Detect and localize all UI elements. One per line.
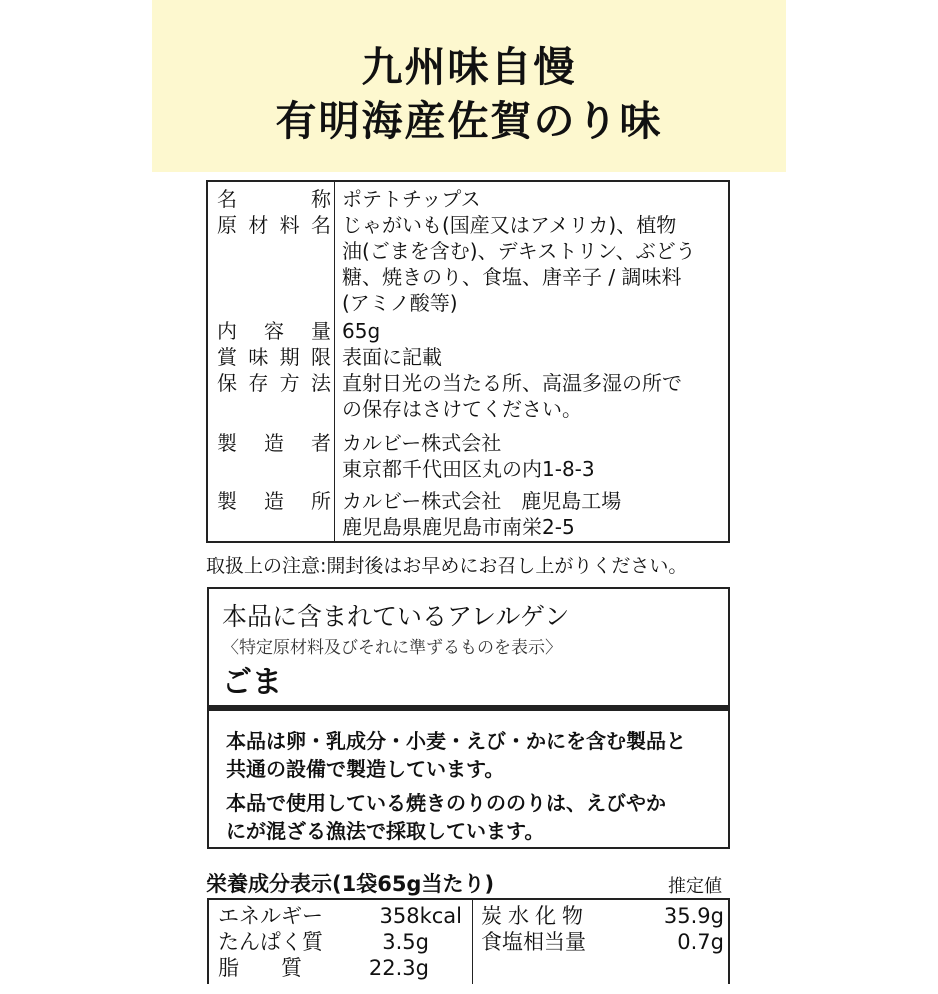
- label-best-before-value: 表面に記載: [342, 345, 442, 369]
- label-storage-heading: 保存方法: [217, 371, 331, 395]
- nutrient-value: 22.3g: [368, 956, 429, 980]
- allergen-title: 本品に含まれているアレルゲン: [222, 602, 570, 631]
- label-factory-line: 鹿児島県鹿児島市南栄2-5: [342, 515, 575, 539]
- label-factory-line: カルビー株式会社 鹿児島工場: [342, 489, 622, 513]
- label-column-divider: [334, 182, 335, 541]
- notice-line: 本品は卵・乳成分・小麦・えび・かにを含む製品と: [226, 729, 686, 753]
- label-content-heading: 内容量: [217, 319, 331, 343]
- product-title-line-2: 有明海産佐賀のり味: [275, 97, 663, 145]
- label-storage-line: 直射日光の当たる所、高温多湿の所で: [342, 371, 682, 395]
- label-storage-line: の保存はさけてください。: [342, 397, 582, 421]
- nutrient-name: たんぱく質: [218, 930, 323, 954]
- nutrient-name: 炭水化物: [481, 904, 589, 928]
- label-name-value: ポテトチップス: [342, 187, 481, 211]
- nutrient-value: 358kcal: [379, 904, 462, 928]
- notice-line: にが混ざる漁法で採取しています。: [226, 819, 545, 843]
- allergen-box: [207, 587, 730, 707]
- label-content-value: 65g: [342, 319, 381, 343]
- notice-line: 本品で使用している焼きのりののりは、えびやか: [226, 791, 666, 815]
- label-manufacturer-line: カルビー株式会社: [342, 431, 502, 455]
- label-ingredients-line: 糖、焼きのり、食塩、唐辛子 / 調味料: [342, 265, 682, 289]
- allergen-item: ごま: [222, 665, 282, 700]
- label-ingredients-heading: 原材料名: [217, 213, 331, 237]
- nutrient-value: 3.5g: [382, 930, 429, 954]
- nutrition-title: 栄養成分表示(1袋65g当たり): [206, 872, 495, 896]
- nutrient-name: エネルギー: [218, 904, 323, 928]
- label-name-heading: 名 称: [217, 187, 331, 211]
- nutrient-name: 食塩相当量: [481, 930, 586, 954]
- product-label-table: [206, 180, 730, 543]
- nutrition-column-divider: [472, 900, 473, 984]
- nutrient-value: 35.9g: [663, 904, 724, 928]
- nutrition-table: [207, 898, 730, 984]
- label-manufacturer-heading: 製造者: [217, 431, 331, 455]
- title-banner: [152, 0, 786, 172]
- label-manufacturer-line: 東京都千代田区丸の内1-8-3: [342, 457, 595, 481]
- label-ingredients-line: じゃがいも(国産又はアメリカ)、植物: [342, 213, 677, 237]
- allergen-subtitle: 〈特定原材料及びそれに準ずるものを表示〉: [222, 638, 562, 658]
- label-best-before-heading: 賞味期限: [217, 345, 331, 369]
- nutrient-name: 脂 質: [218, 956, 302, 980]
- label-ingredients-line: (アミノ酸等): [342, 291, 458, 315]
- nutrient-value: 0.7g: [677, 930, 724, 954]
- label-ingredients-line: 油(ごまを含む)、デキストリン、ぶどう: [342, 239, 696, 263]
- handling-caution: 取扱上の注意:開封後はお早めにお召し上がりください。: [206, 555, 688, 577]
- label-factory-heading: 製造所: [217, 489, 331, 513]
- shared-facility-notice: [207, 711, 730, 849]
- nutrition-estimate-note: 推定値: [668, 876, 722, 897]
- notice-line: 共通の設備で製造しています。: [226, 757, 505, 781]
- product-title-line-1: 九州味自慢: [361, 43, 577, 91]
